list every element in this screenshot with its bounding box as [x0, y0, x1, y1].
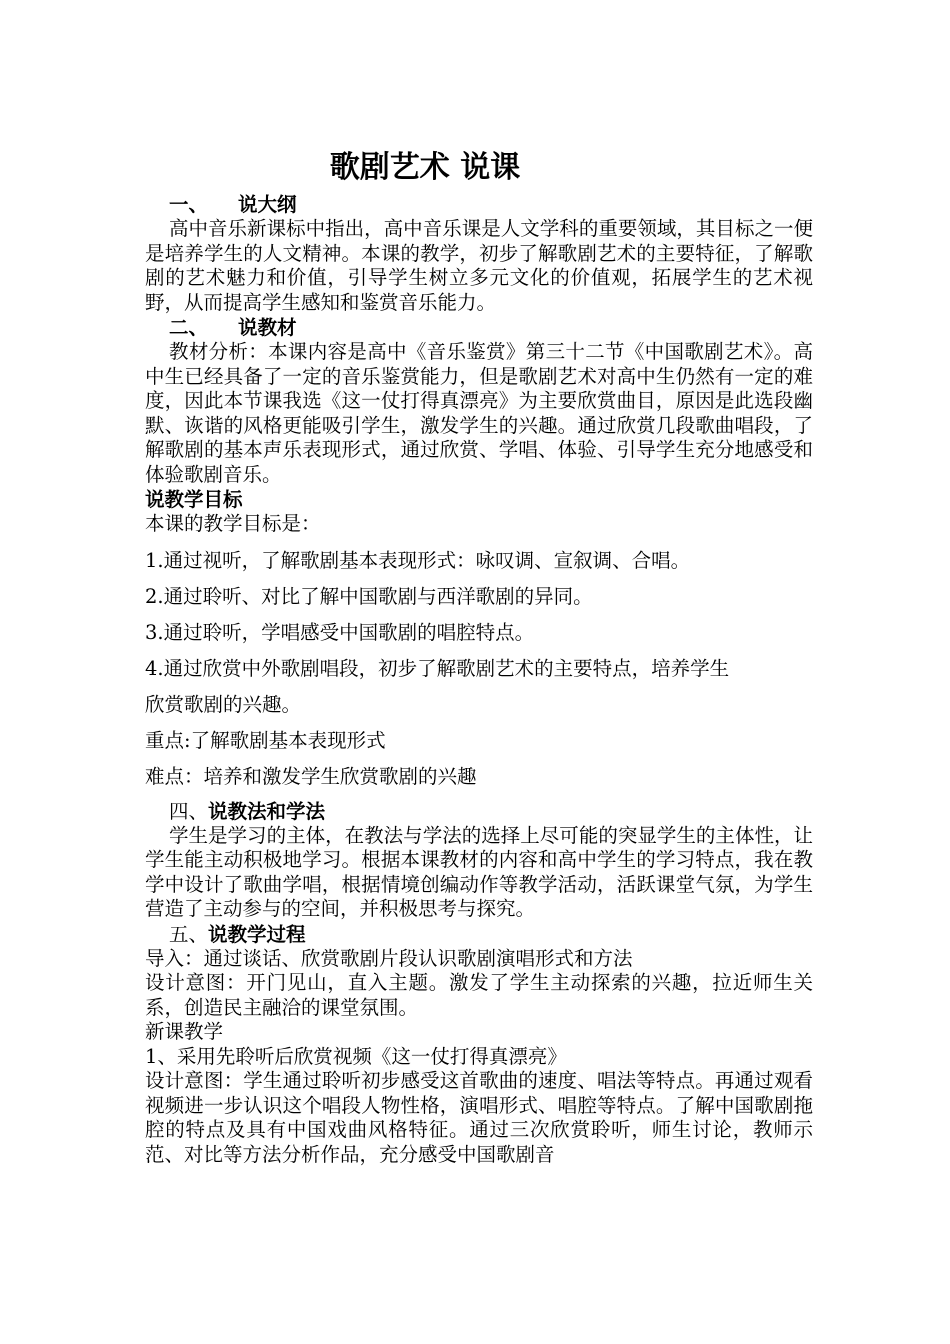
design-intent-paragraph: 设计意图：开门见山，直入主题。激发了学生主动探索的兴趣，拉近师生关系，创造民主融洽的课堂氛围。: [145, 971, 813, 1019]
goal-item: 4.通过欣赏中外歌剧唱段，初步了解歌剧艺术的主要特点，培养学生: [145, 656, 730, 680]
section-number: 五、: [169, 922, 209, 946]
key-point: 重点:了解歌剧基本表现形式: [145, 728, 386, 752]
section-number: 一、: [169, 193, 209, 216]
goal-item: 欣赏歌剧的兴趣。: [145, 692, 302, 716]
section-title: 说教学过程: [208, 922, 306, 946]
intro-line: 导入：通过谈话、欣赏歌剧片段认识歌剧演唱形式和方法: [145, 946, 633, 970]
section-heading-material: [145, 315, 813, 340]
design-intent-paragraph: 设计意图：学生通过聆听初步感受这首歌曲的速度、唱法等特点。再通过观看视频进一步认识这个唱段人物性格，演唱形式、唱腔等特点。了解中国歌剧拖腔的特点及具有中国戏曲风格特征。通过三次欣赏聆听，师生讨论，教师示范、对比等方法分析作品，充分感受中国歌剧音: [145, 1069, 813, 1166]
goal-item: 1.通过视听，了解歌剧基本表现形式：咏叹调、宣叙调、合唱。: [145, 548, 691, 572]
difficulty-point: 难点：培养和激发学生欣赏歌剧的兴趣: [145, 764, 477, 788]
goal-item: 2.通过聆听、对比了解中国歌剧与西洋歌剧的异同。: [145, 584, 593, 608]
section-title: 说教法和学法: [208, 799, 326, 823]
section-title: 说大纲: [238, 193, 297, 216]
section-heading-goals: 说教学目标: [145, 488, 243, 511]
new-lesson-label: 新课教学: [145, 1020, 224, 1043]
section-heading-outline: [145, 192, 813, 217]
section-title: 说教材: [238, 316, 297, 339]
outline-paragraph: 高中音乐新课标中指出，高中音乐课是人文学科的重要领域，其目标之一便是培养学生的人文精神。本课的教学，初步了解歌剧艺术的主要特征，了解歌剧的艺术魅力和价值，引导学生树立多元文化的价值观，拓展学生的艺术视野，从而提高学生感知和鉴赏音乐能力。: [145, 217, 813, 314]
section-heading-methods: [145, 799, 813, 824]
material-paragraph: 教材分析：本课内容是高中《音乐鉴赏》第三十二节《中国歌剧艺术》。高中生已经具备了一定的音乐鉴赏能力，但是歌剧艺术对高中生仍然有一定的难度，因此本节课我选《这一仗打得真漂亮》为主要欣赏曲目，原因是此选段幽默、诙谐的风格更能吸引学生，激发学生的兴趣。通过欣赏几段歌曲唱段，了解歌剧的基本声乐表现形式，通过欣赏、学唱、体验、引导学生充分地感受和体验歌剧音乐。: [145, 340, 813, 486]
goals-intro: 本课的教学目标是：: [145, 512, 321, 535]
section-heading-process: [145, 922, 813, 947]
methods-paragraph: 学生是学习的主体，在教法与学法的选择上尽可能的突显学生的主体性，让学生能主动积极地学习。根据本课教材的内容和高中学生的学习特点，我在教学中设计了歌曲学唱，根据情境创编动作等教学活动，活跃课堂气氛，为学生营造了主动参与的空间，并积极思考与探究。: [145, 823, 813, 920]
document-page: [145, 148, 813, 1167]
page-title: 歌剧艺术 说课: [329, 150, 521, 185]
step-item: 1、采用先聆听后欣赏视频《这一仗打得真漂亮》: [145, 1044, 567, 1068]
section-number: 二、: [169, 316, 209, 339]
section-number: 四、: [169, 799, 209, 823]
goal-item: 3.通过聆听，学唱感受中国歌剧的唱腔特点。: [145, 620, 535, 644]
